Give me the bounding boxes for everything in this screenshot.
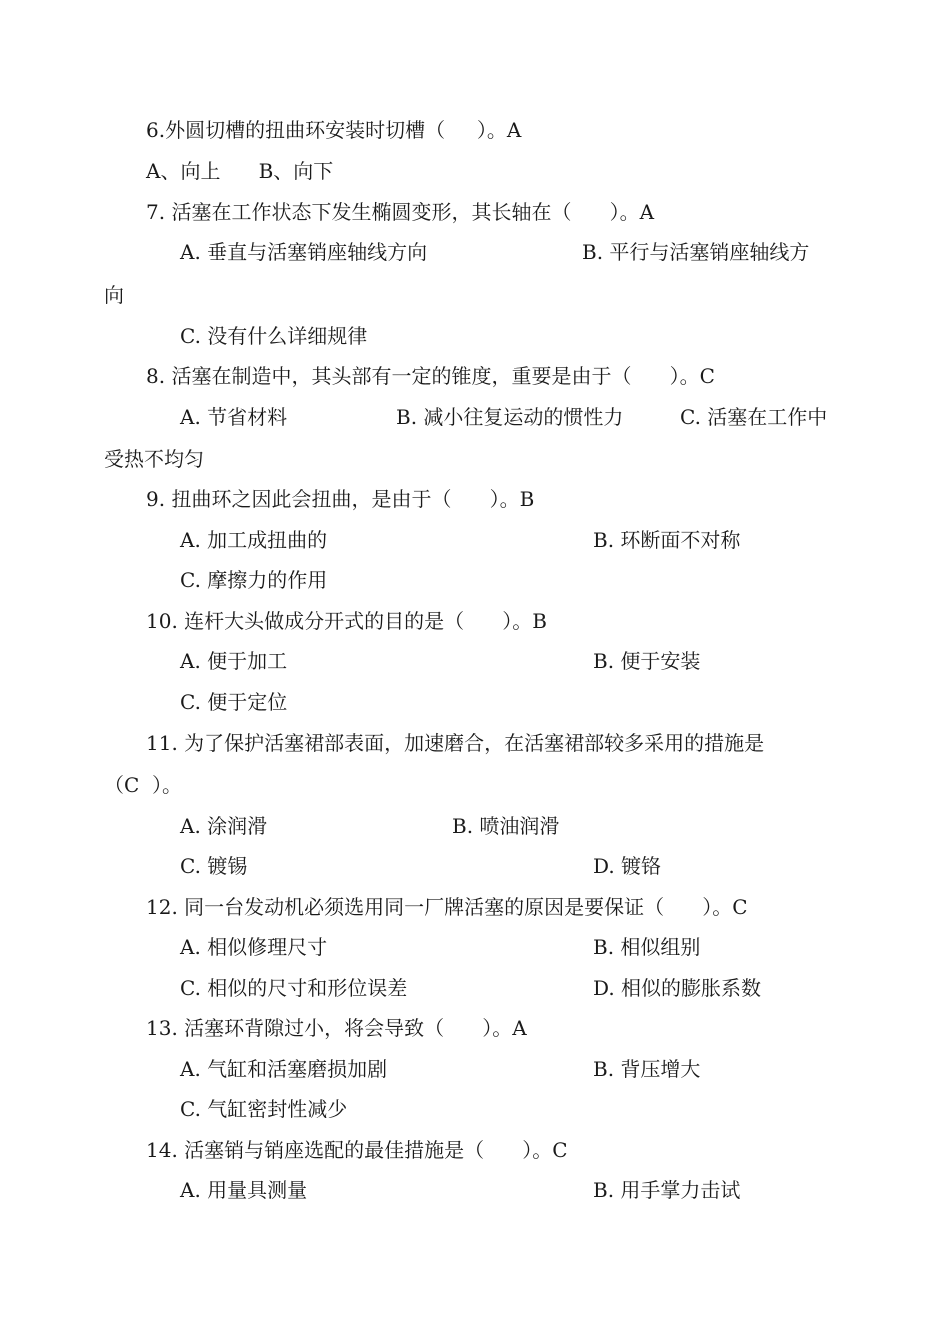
question-14-option-a: A. 用量具测量 xyxy=(180,1178,308,1202)
question-13-option-c: C. 气缸密封性减少 xyxy=(180,1097,348,1121)
question-11-option-b: B. 喷油润滑 xyxy=(452,814,560,838)
question-10-option-b: B. 便于安装 xyxy=(593,649,701,673)
question-6: 6.外圆切槽的扭曲环安装时切槽（ ）。A xyxy=(146,118,522,142)
question-7: 7. 活塞在工作状态下发生椭圆变形，其长轴在（ ）。A xyxy=(146,200,655,224)
question-9-option-b: B. 环断面不对称 xyxy=(593,528,741,552)
question-14: 14. 活塞销与销座选配的最佳措施是（ ）。C xyxy=(146,1138,568,1162)
question-11-option-a: A. 涂润滑 xyxy=(180,814,268,838)
question-7-option-a: A. 垂直与活塞销座轴线方向 xyxy=(180,240,428,264)
question-11-wrap: （C ）。 xyxy=(104,773,183,797)
question-12: 12. 同一台发动机必须选用同一厂牌活塞的原因是要保证（ ）。C xyxy=(146,895,748,919)
question-8-option-b: B. 减小往复运动的惯性力 xyxy=(396,405,624,429)
question-8-option-c: C. 活塞在工作中 xyxy=(680,405,828,429)
question-14-option-b: B. 用手掌力击试 xyxy=(593,1178,741,1202)
question-12-option-d: D. 相似的膨胀系数 xyxy=(593,976,762,1000)
question-7-option-b-wrap: 向 xyxy=(104,283,124,307)
question-9-option-a: A. 加工成扭曲的 xyxy=(180,528,328,552)
question-9: 9. 扭曲环之因此会扭曲，是由于（ ）。B xyxy=(146,487,535,511)
question-7-option-c: C. 没有什么详细规律 xyxy=(180,324,368,348)
question-7-option-b: B. 平行与活塞销座轴线方 xyxy=(582,240,810,264)
question-10-option-a: A. 便于加工 xyxy=(180,649,288,673)
question-9-option-c: C. 摩擦力的作用 xyxy=(180,568,328,592)
question-11-option-d: D. 镀铬 xyxy=(593,854,662,878)
question-11: 11. 为了保护活塞裙部表面，加速磨合，在活塞裙部较多采用的措施是 xyxy=(146,731,765,755)
question-13: 13. 活塞环背隙过小，将会导致（ ）。A xyxy=(146,1016,527,1040)
question-6-options: A、向上 B、向下 xyxy=(146,159,334,183)
question-13-option-a: A. 气缸和活塞磨损加剧 xyxy=(180,1057,388,1081)
question-8: 8. 活塞在制造中，其头部有一定的锥度，重要是由于（ ）。C xyxy=(146,364,715,388)
question-10-option-c: C. 便于定位 xyxy=(180,690,288,714)
question-12-option-c: C. 相似的尺寸和形位误差 xyxy=(180,976,408,1000)
question-13-option-b: B. 背压增大 xyxy=(593,1057,701,1081)
question-8-option-c-wrap: 受热不均匀 xyxy=(104,447,204,471)
question-11-option-c: C. 镀锡 xyxy=(180,854,248,878)
question-8-option-a: A. 节省材料 xyxy=(180,405,288,429)
question-12-option-b: B. 相似组别 xyxy=(593,935,701,959)
question-12-option-a: A. 相似修理尺寸 xyxy=(180,935,328,959)
question-10: 10. 连杆大头做成分开式的目的是（ ）。B xyxy=(146,609,548,633)
